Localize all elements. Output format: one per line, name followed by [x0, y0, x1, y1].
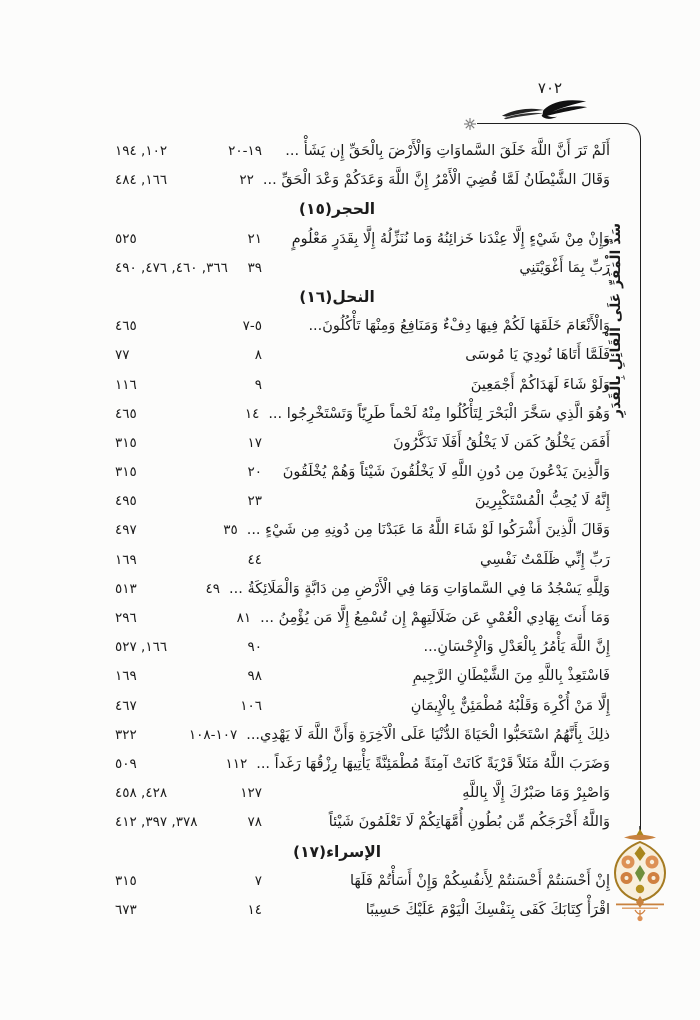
- verse-text: وَالْأَنْعَامَ خَلَقَهَا لَكُمْ فِيهَا دِفْءٌ وَمَنَافِعُ وَمِنْهَا تَأْكُلُونَ...: [308, 318, 610, 335]
- page-references: ١٠٢, ١٩٤: [115, 143, 168, 159]
- verse-text: أَلَمْ تَرَ أَنَّ اللَّهَ خَلَقَ السَّماوَاتِ وَالْأَرْضَ بِالْحَقِّ إِن يَشَأْ ...: [285, 143, 610, 159]
- verse-text: وَضَرَبَ اللَّهُ مَثَلاً قَرْيَةً كَانَتْ آمِنَةً مُطْمَئِنَّةً يَأْتِيهَا رِزْقُهَا رَغَداً ...: [256, 755, 610, 772]
- page-references: ٤٦٥: [115, 318, 137, 335]
- verse-number: ٢٢: [239, 172, 254, 189]
- verse-text: وَقَالَ الَّذِينَ أَشْرَكُوا لَوْ شَاءَ اللَّهُ مَا عَبَدْنَا مِن دُونِهِ مِن شَيْءٍ ...: [246, 522, 610, 539]
- verse-number: ٢٠: [247, 464, 262, 481]
- verse-text: إِلَّا مَنْ أُكْرِهَ وَقَلْبُهُ مُطْمَئِنٌّ بِالْإِيمَانِ: [410, 697, 610, 714]
- verse-number: ١٠٧-١٠٨: [188, 726, 238, 743]
- page-references: ٣١٥: [115, 464, 137, 481]
- surah-header-row: [0, 283, 700, 312]
- page-references: ٢٩٦: [115, 610, 137, 626]
- verse-text: وَإِنْ مِنْ شَيْءٍ إِلَّا عِنْدَنا خَزائِنُهُ وَما نُنَزِّلُهُ إِلَّا بِقَدَرٍ مَعْلُومٍ: [291, 230, 610, 247]
- verse-number: ٤٩: [205, 580, 221, 597]
- verse-text: وَاصْبِرْ وَمَا صَبْرُكَ إِلَّا بِاللَّهِ: [462, 785, 610, 802]
- verse-number: ٩: [254, 376, 262, 393]
- verse-text: رَبِّ إِنِّي ظَلَمْتُ نَفْسِي: [480, 551, 610, 568]
- index-row: [0, 721, 700, 750]
- verse-text: إِنْ أَحْسَنتُمْ أَحْسَنتُمْ لِأَنفُسِكُمْ وَإِنْ أَسَأْتُمْ فَلَهَا: [349, 872, 610, 889]
- index-row: [0, 662, 700, 691]
- verse-number: ٧: [254, 872, 262, 889]
- page-references: ٤٩٧: [115, 522, 137, 539]
- page-references: ٤٦٥: [115, 405, 137, 422]
- index-row: [0, 867, 700, 896]
- verse-text: أَفَمَن يَخْلُقُ كَمَن لَا يَخْلُقُ أَفَلَا تَذَكَّرُونَ: [392, 434, 610, 451]
- page-references: ٤٦٧: [115, 697, 137, 714]
- page-references: ١٦٩: [115, 551, 137, 568]
- verse-text: اقْرَأْ كِتَابَكَ كَفَى بِنَفْسِكَ الْيَوْمَ عَلَيْكَ حَسِيبًا: [365, 901, 610, 918]
- page-references: ٥٢٥: [115, 230, 137, 247]
- verse-number: ٢٣: [247, 493, 262, 510]
- flower-asterisk-icon: [463, 116, 477, 135]
- index-row: [0, 429, 700, 458]
- surah-header-label: الحجر(١٥): [298, 200, 376, 219]
- index-row: [0, 896, 700, 925]
- surah-header-row: [0, 838, 700, 867]
- verse-number: ١٤: [244, 405, 260, 422]
- page-references: ١٦٦, ٤٨٤: [115, 172, 168, 189]
- verse-text: فَلَمَّا أَتَاهَا نُودِيَ يَا مُوسَى: [465, 347, 610, 364]
- index-row: [0, 487, 700, 516]
- page-references: ٣٢٢: [115, 726, 137, 743]
- index-row: [0, 225, 700, 254]
- page-references: ١٦٩: [115, 668, 137, 685]
- verse-text: وَاللَّهُ أَخْرَجَكُم مِّن بُطُونِ أُمَّهَاتِكُمْ لَا تَعْلَمُونَ شَيْئاً: [328, 814, 610, 831]
- verse-text: رَبِّ بِمَا أَغْوَيْتَنِي: [519, 259, 610, 276]
- index-row: [0, 692, 700, 721]
- verse-number: ٢١: [247, 230, 262, 247]
- surah-header-label: النحل(١٦): [299, 287, 375, 306]
- verse-number: ٥-٧: [242, 318, 262, 335]
- verse-number: ٩٨: [247, 668, 262, 685]
- verse-number: ٤٤: [247, 551, 262, 568]
- verse-number: ٩٠: [247, 639, 262, 656]
- page-references: ٤٢٨, ٤٥٨: [115, 785, 168, 802]
- margin-book-title: سَدُّ الْمَفَرِّ عَلَى الْقَائِلِ بِالْقَدَرِ: [608, 222, 624, 418]
- verse-number: ١٧: [247, 434, 262, 451]
- page-references: ٥٠٩: [115, 755, 137, 772]
- index-row: [0, 137, 700, 166]
- index-row: [0, 371, 700, 400]
- verse-text: وَقَالَ الشَّيْطَانُ لَمَّا قُضِيَ الْأَمْرُ إِنَّ اللَّهَ وَعَدَكُمْ وَعْدَ الْحَقِّ ...: [262, 172, 610, 189]
- verse-number: ١٩-٢٠: [228, 143, 262, 159]
- page-references: ٤٩٥: [115, 493, 137, 510]
- page-references: ٣٧٨, ٣٩٧, ٤١٢: [115, 814, 198, 831]
- index-row: [0, 604, 700, 633]
- page-references: ٣١٥: [115, 872, 137, 889]
- page-references: ١٦٦, ٥٢٧: [115, 639, 168, 656]
- verse-number: ١٠٦: [240, 697, 262, 714]
- index-row: [0, 166, 700, 195]
- index-row: [0, 516, 700, 545]
- index-row: [0, 808, 700, 837]
- verse-number: ٣٥: [223, 522, 238, 539]
- verse-number: ٨: [254, 347, 262, 364]
- page-references: ٣٦٦, ٤٦٠, ٤٧٦, ٤٩٠: [115, 259, 228, 276]
- verse-text: إِنَّ اللَّهَ يَأْمُرُ بِالْعَدْلِ وَالْإِحْسَانِ...: [423, 639, 610, 656]
- index-row: [0, 633, 700, 662]
- verse-number: ١١٢: [225, 755, 248, 772]
- page-references: ١١٦: [115, 376, 137, 393]
- surah-header-label: الإسراء(١٧): [292, 842, 382, 861]
- page-number: ٧٠٢: [537, 79, 563, 97]
- index-row: [0, 312, 700, 341]
- verse-text: وَلَوْ شَاءَ لَهَدَاكُمْ أَجْمَعِينَ: [470, 376, 610, 393]
- verse-text: وَمَا أَنتَ بِهَادِي الْعُمْيِ عَن ضَلَالَتِهِمْ إِن تُسْمِعُ إِلَّا مَن يُؤْمِنُ ...: [260, 610, 610, 626]
- verse-number: ٨١: [236, 610, 252, 626]
- verse-number: ١٤: [247, 901, 262, 918]
- index-row: [0, 254, 700, 283]
- page-references: ٥١٣: [115, 580, 137, 597]
- verse-text: إِنَّهُ لَا يُحِبُّ الْمُسْتَكْبِرِينَ: [474, 493, 610, 510]
- surah-header-row: [0, 195, 700, 224]
- verse-number: ٣٩: [247, 259, 262, 276]
- verse-text: ذلِكَ بِأَنَّهُمُ اسْتَحَبُّوا الْحَيَاةَ الدُّنْيَا عَلَى الْآخِرَةِ وَأَنَّ اللَّهَ لَا يَهْدِي...: [246, 726, 610, 743]
- verse-text: وَهُوَ الَّذِي سَخَّرَ الْبَحْرَ لِتَأْكُلُوا مِنْهُ لَحْماً طَرِيّاً وَتَسْتَخْرِجُوا ...: [268, 405, 610, 422]
- index-row: [0, 400, 700, 429]
- verse-number: ١٢٧: [240, 785, 262, 802]
- index-row: [0, 341, 700, 370]
- index-row: [0, 575, 700, 604]
- index-row: [0, 779, 700, 808]
- index-row: [0, 458, 700, 487]
- verse-number: ٧٨: [247, 814, 262, 831]
- verse-text: فَاسْتَعِذْ بِاللَّهِ مِنَ الشَّيْطَانِ الرَّجِيمِ: [412, 668, 610, 685]
- page-references: ٦٧٣: [115, 901, 137, 918]
- verse-text: وَلِلَّهِ يَسْجُدُ مَا فِي السَّماوَاتِ وَمَا فِي الْأَرْضِ مِن دَابَّةٍ وَالْمَلَائِكَةُ ...: [229, 580, 610, 597]
- index-row: [0, 546, 700, 575]
- index-rows: [0, 137, 700, 925]
- page-references: ٣١٥: [115, 434, 137, 451]
- verse-text: وَالَّذِينَ يَدْعُونَ مِن دُونِ اللَّهِ لَا يَخْلُقُونَ شَيْئاً وَهُمْ يُخْلَقُونَ: [282, 464, 610, 481]
- page-references: ٧٧: [115, 347, 130, 364]
- index-row: [0, 750, 700, 779]
